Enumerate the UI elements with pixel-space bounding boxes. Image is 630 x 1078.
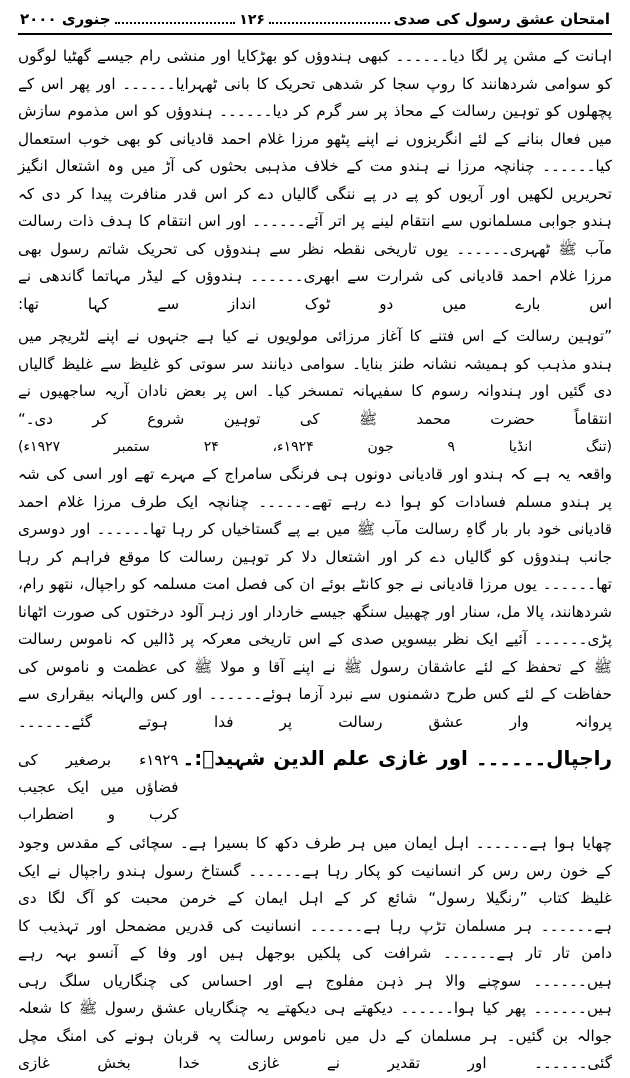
header-dotted-rule-left	[115, 22, 236, 24]
header-dotted-rule-right	[269, 22, 390, 24]
header-book-title: امتحان عشق رسول کی صدی	[393, 10, 610, 28]
page-header	[18, 10, 612, 30]
section-heading-continuation: ۱۹۲۹ء برصغیر کی فضاؤں میں ایک عجیب کرب و اضطراب	[18, 751, 179, 823]
page-number: ۱۲۶	[239, 12, 265, 28]
paragraph-three: چھایا ہوا ہے۔۔۔۔۔۔ اہل ایمان میں ہر طرف دکھ کا بسیرا ہے۔ سچائی کے مقدس وجود کے خون رس رس کر انسانیت کو پکار رہا ہے۔۔۔۔۔۔ گستاخ رسول ہندو راجپال نے ایک غلیظ کتاب ”رنگیلا رسول“ شائع کر کے اہل ایمان کے خرمن محبت کو آگ لگا دی ہے۔۔۔۔۔۔ ہر مسلمان تڑپ رہا ہے۔۔۔۔۔۔ انسانیت کی قدریں مضمحل اور تہذیب کا دامن تار تار ہے۔۔۔۔۔۔ شرافت کی پلکیں بوجھل ہیں اور وفا کے آنسو بہہ رہے ہیں۔۔۔۔۔۔ سوچنے والا ہر ذہن مفلوج ہے اور احساس کی چنگاریاں سلگ رہی ہیں۔۔۔۔۔۔ پھر کیا ہوا۔۔۔۔۔۔ دیکھتے ہی دیکھتے یہ چنگاریاں عشق رسول ﷺ کا شعلہ جوالہ بن گئیں۔ ہر مسلمان کے دل میں ناموس رسالت پہ قربان ہونے کی امنگ مچل گئی۔۔۔۔۔۔ اور تقدیر نے غازی خدا بخش غازی	[18, 834, 612, 1072]
header-issue-date: جنوری ۲۰۰۰	[19, 10, 111, 28]
header-divider	[18, 33, 612, 35]
quote-reference: (تنگ انڈیا ۹ جون ۱۹۲۴ء، ۲۴ ستمبر ۱۹۲۷ء)	[18, 439, 612, 455]
paragraph-one: اہانت کے مشن پر لگا دیا۔۔۔۔۔۔ کبھی ہندوؤں کو بھڑکایا اور منشی رام جیسے گھٹیا لوگوں کو سوامی شردھانند کا روپ سجا کر شدھی تحریک کا بانی ٹھہرایا۔۔۔۔۔۔ اور پھر اس کے پچھلوں کو توہین رسالت کے محاذ پر سر گرم کر دیا۔۔۔۔۔۔ ہندوؤں کو اس مذموم سازش میں فعال بنانے کے لئے انگریزوں نے اپنے پٹھو مرزا غلام احمد قادیانی کو بھی خوب استعمال کیا۔۔۔۔۔۔ چنانچہ مرزا نے ہندو مت کے خلاف مذہبی بحثوں کی آڑ میں وہ اشتعال انگیز تحریریں لکھیں اور آریوں کو پے در پے ننگی گالیاں دے کر اس قدر منافرت پیدا کر دی کہ ہندو جوابی مسلمانوں سے انتقام لینے پر اتر آئے۔۔۔۔۔۔ اور اس انتقام کا ہدف ذات رسالت مآب ﷺ ٹھہری۔۔۔۔۔۔ یوں تاریخی نقطہ نظر سے ہندوؤں کی تحریک شاتم رسول بھی مرزا غلام احمد قادیانی کی شرارت سے ابھری۔۔۔۔۔۔ ہندوؤں کے لیڈر مہاتما گاندھی نے اس بارے میں دو ٹوک انداز سے کہا تھا:	[18, 47, 612, 313]
article-body	[18, 43, 612, 1078]
paragraph-two: واقعہ یہ ہے کہ ہندو اور قادیانی دونوں ہی فرنگی سامراج کے مہرے تھے اور اسی کی شہ پر ہندو مسلم فسادات کو ہوا دے رہے تھے۔۔۔۔۔۔ چنانچہ ایک طرف مرزا غلام احمد قادیانی خود بار بار گاہِ رسالت مآب ﷺ میں بے پے گستاخیاں کر رہا تھا۔۔۔۔۔۔ اور دوسری جانب ہندوؤں کو گالیاں دے کر اور اشتعال دلا کر توہین رسالت کا موقع فراہم کر رہا تھا۔۔۔۔۔۔ یوں مرزا قادیانی نے جو کانٹے بوئے ان کی فصل امت مسلمہ کو راجپال، نتھو رام، شردھانند، پالا مل، سنار اور چھبیل سنگھ جیسے خاردار اور زہر آلود درختوں کی صورت اٹھانا پڑی۔۔۔۔۔۔ آئیے ایک نظر بیسویں صدی کے اس تاریخی معرکہ پر ڈالیں کہ ناموس رسالت ﷺ کے تحفظ کے لئے عاشقان رسول ﷺ نے اپنے آقا و مولا ﷺ کی عظمت و ناموس کی حفاظت کے لئے کس طرح دشمنوں سے نبرد آزما ہوئے۔۔۔۔۔۔ اور کس والہانہ بیقراری سے پروانہ وار عشق رسالت پر فدا ہوتے گئے۔۔۔۔۔۔	[18, 465, 612, 731]
section-heading: راجپال۔۔۔۔۔۔ اور غازی علم الدین شہیدؒ:۔	[182, 746, 612, 770]
blockquote-gandhi: ”توہین رسالت کے اس فتنے کا آغاز مرزائی مولویوں نے کیا ہے جنہوں نے اپنے لٹریچر میں ہندو مذہب کو ہمیشہ نشانہ طنز بنایا۔ سوامی دیانند سر سوتی کو غلیظ سے غلیظ گالیاں دی گئیں اور ہندوانہ رسوم کا سفیہانہ تمسخر کیا۔ اس پر بعض نادان آریہ ساجھیوں نے انتقاماً حضرت محمد ﷺ کی توہین شروع کر دی۔“	[18, 327, 612, 428]
section-heading-block	[18, 743, 612, 828]
